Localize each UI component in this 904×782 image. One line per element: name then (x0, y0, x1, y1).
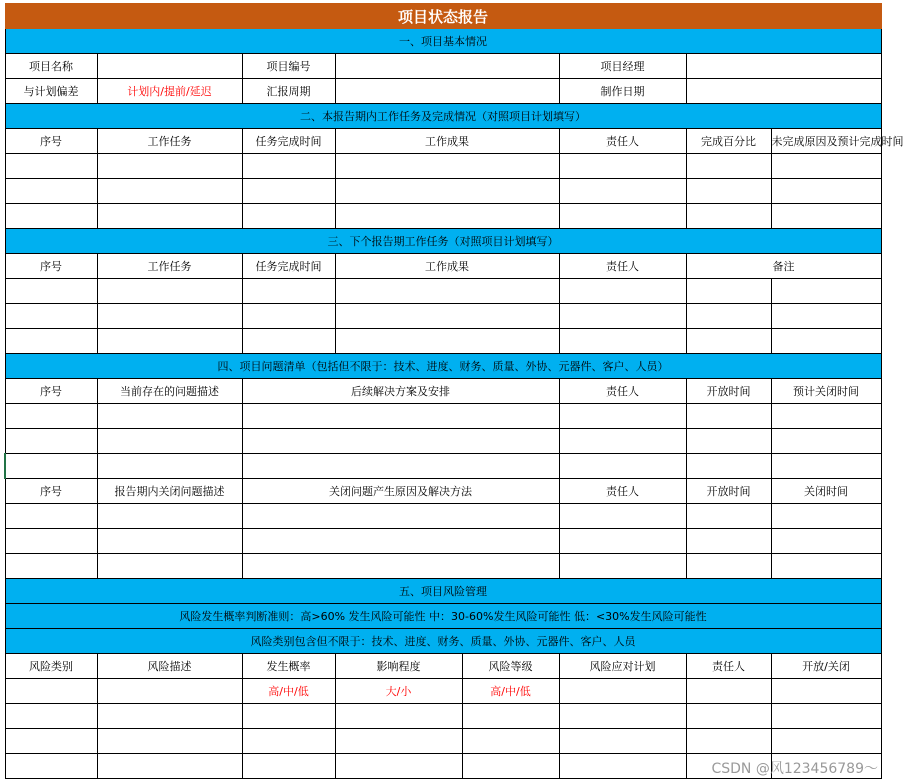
s4a-row (5, 454, 881, 479)
s4a-col-seq[interactable]: 序号 (5, 379, 97, 404)
section-3-header[interactable]: 三、下个报告期工作任务（对照项目计划填写） (5, 229, 881, 254)
cell[interactable] (771, 704, 881, 729)
cell[interactable] (242, 754, 335, 779)
s2-col-seq[interactable]: 序号 (5, 129, 97, 154)
cell[interactable] (5, 404, 97, 429)
s2-col-percent[interactable]: 完成百分比 (686, 129, 771, 154)
cell[interactable] (97, 154, 242, 179)
cell[interactable] (5, 554, 97, 579)
s4b-col-cause[interactable]: 关闭问题产生原因及解决方法 (242, 479, 559, 504)
cell[interactable] (771, 529, 881, 554)
project-manager-label[interactable]: 项目经理 (559, 54, 686, 79)
cell[interactable] (686, 304, 771, 329)
s4a-header-row (5, 379, 881, 404)
s4b-row (5, 554, 881, 579)
cell[interactable] (462, 704, 559, 729)
cell[interactable] (97, 504, 242, 529)
cell[interactable] (335, 329, 559, 354)
cell[interactable] (559, 454, 686, 479)
cell[interactable] (5, 704, 97, 729)
cell[interactable] (559, 304, 686, 329)
s2-col-finish-time[interactable]: 任务完成时间 (242, 129, 335, 154)
cell[interactable] (97, 754, 242, 779)
s3-col-task[interactable]: 工作任务 (97, 254, 242, 279)
cell[interactable] (686, 504, 771, 529)
cell[interactable] (686, 679, 771, 704)
cell[interactable] (686, 329, 771, 354)
s3-col-remark[interactable]: 备注 (686, 254, 881, 279)
cell[interactable] (771, 504, 881, 529)
s3-row (5, 279, 881, 304)
cell[interactable] (242, 429, 559, 454)
cell[interactable] (335, 729, 462, 754)
cell[interactable] (771, 279, 881, 304)
cell[interactable] (335, 754, 462, 779)
cell[interactable] (559, 704, 686, 729)
cell[interactable] (5, 754, 97, 779)
s5-col-description[interactable]: 风险描述 (97, 654, 242, 679)
cell[interactable] (97, 679, 242, 704)
risk-categories[interactable]: 风险类别包含但不限于：技术、进度、财务、质量、外协、元器件、客户、人员 (5, 629, 881, 654)
section-4-header[interactable]: 四、项目问题清单（包括但不限于：技术、进度、财务、质量、外协、元器件、客户、人员） (5, 354, 881, 379)
basic-row-2 (5, 79, 881, 104)
cell[interactable] (242, 404, 559, 429)
impact-hint[interactable]: 大/小 (335, 679, 462, 704)
s5-col-impact[interactable]: 影响程度 (335, 654, 462, 679)
cell[interactable] (771, 204, 881, 229)
s3-header-row (5, 254, 881, 279)
s2-col-reason[interactable]: 未完成原因及预计完成时间 (771, 129, 881, 154)
cell[interactable] (686, 204, 771, 229)
cell[interactable] (242, 729, 335, 754)
cell[interactable] (5, 504, 97, 529)
cell[interactable] (559, 279, 686, 304)
cell[interactable] (5, 329, 97, 354)
cell[interactable] (771, 179, 881, 204)
cell[interactable] (97, 429, 242, 454)
s4a-col-open-time[interactable]: 开放时间 (686, 379, 771, 404)
cell[interactable] (686, 404, 771, 429)
cell[interactable] (335, 179, 559, 204)
cell[interactable] (559, 204, 686, 229)
cell[interactable] (97, 729, 242, 754)
s5-col-category[interactable]: 风险类别 (5, 654, 97, 679)
cell[interactable] (242, 554, 559, 579)
cell[interactable] (5, 529, 97, 554)
cell[interactable] (686, 179, 771, 204)
cell[interactable] (5, 279, 97, 304)
cell[interactable] (97, 304, 242, 329)
cell[interactable] (242, 179, 335, 204)
s3-col-seq[interactable]: 序号 (5, 254, 97, 279)
cell[interactable] (771, 404, 881, 429)
s4a-col-close-eta[interactable]: 预计关闭时间 (771, 379, 881, 404)
s2-row (5, 204, 881, 229)
s4b-header-row (5, 479, 881, 504)
s4b-row (5, 529, 881, 554)
s2-col-owner[interactable]: 责任人 (559, 129, 686, 154)
s5-col-level[interactable]: 风险等级 (462, 654, 559, 679)
cell[interactable] (5, 204, 97, 229)
s4b-col-seq[interactable]: 序号 (5, 479, 97, 504)
cell[interactable] (242, 204, 335, 229)
s2-header-row (5, 129, 881, 154)
plan-deviation-label[interactable]: 与计划偏差 (5, 79, 97, 104)
section-2-header[interactable]: 二、本报告期内工作任务及完成情况（对照项目计划填写） (5, 104, 881, 129)
section-5-header[interactable]: 五、项目风险管理 (5, 579, 881, 604)
cell[interactable] (335, 704, 462, 729)
s4b-col-open-time[interactable]: 开放时间 (686, 479, 771, 504)
cell[interactable] (771, 729, 881, 754)
title-row (5, 4, 881, 29)
cell[interactable] (771, 154, 881, 179)
s3-row (5, 329, 881, 354)
made-date-cell[interactable] (686, 79, 881, 104)
s5-row (5, 704, 881, 729)
s3-row (5, 304, 881, 329)
cell[interactable] (686, 529, 771, 554)
cell[interactable] (559, 754, 686, 779)
section-1-header[interactable]: 一、项目基本情况 (5, 29, 881, 54)
cell[interactable] (335, 154, 559, 179)
cell[interactable] (5, 679, 97, 704)
report-period-cell[interactable] (335, 79, 559, 104)
cell[interactable] (686, 429, 771, 454)
project-no-label[interactable]: 项目编号 (242, 54, 335, 79)
cell[interactable] (97, 204, 242, 229)
cell[interactable] (242, 504, 559, 529)
s4b-row (5, 504, 881, 529)
cell[interactable] (686, 279, 771, 304)
cell[interactable] (771, 304, 881, 329)
cell[interactable] (242, 329, 335, 354)
s5-col-open-close[interactable]: 开放/关闭 (771, 654, 881, 679)
cell[interactable] (686, 454, 771, 479)
plan-deviation-value[interactable]: 计划内/提前/延迟 (97, 79, 242, 104)
cell[interactable] (771, 679, 881, 704)
project-name-cell[interactable] (97, 54, 242, 79)
s5-col-probability[interactable]: 发生概率 (242, 654, 335, 679)
cell[interactable] (559, 729, 686, 754)
cell[interactable] (559, 179, 686, 204)
s4a-row (5, 429, 881, 454)
cell[interactable] (559, 529, 686, 554)
cell[interactable] (559, 504, 686, 529)
cell[interactable] (559, 554, 686, 579)
cell[interactable] (559, 679, 686, 704)
project-no-cell[interactable] (335, 54, 559, 79)
cell[interactable] (686, 554, 771, 579)
s5-header-row (5, 654, 881, 679)
cell[interactable] (97, 704, 242, 729)
cell[interactable] (5, 454, 97, 479)
cell[interactable] (5, 429, 97, 454)
made-date-label[interactable]: 制作日期 (559, 79, 686, 104)
cell[interactable] (97, 404, 242, 429)
s5-col-plan[interactable]: 风险应对计划 (559, 654, 686, 679)
cell[interactable] (97, 279, 242, 304)
cell[interactable] (559, 404, 686, 429)
level-hint[interactable]: 高/中/低 (462, 679, 559, 704)
s5-row (5, 729, 881, 754)
cell[interactable] (242, 154, 335, 179)
report-sheet (4, 3, 904, 779)
cell[interactable] (97, 529, 242, 554)
probability-hint[interactable]: 高/中/低 (242, 679, 335, 704)
s3-col-owner[interactable]: 责任人 (559, 254, 686, 279)
cell[interactable] (97, 454, 242, 479)
cell[interactable] (5, 304, 97, 329)
project-name-label[interactable]: 项目名称 (5, 54, 97, 79)
s2-col-task[interactable]: 工作任务 (97, 129, 242, 154)
cell[interactable] (335, 304, 559, 329)
basic-row-1 (5, 54, 881, 79)
cell[interactable] (5, 154, 97, 179)
cell[interactable] (686, 729, 771, 754)
s2-row (5, 154, 881, 179)
cell[interactable] (462, 754, 559, 779)
s4a-row (5, 404, 881, 429)
cell[interactable] (771, 454, 881, 479)
cell[interactable] (559, 429, 686, 454)
cell[interactable] (335, 204, 559, 229)
cell[interactable] (5, 729, 97, 754)
s4b-col-close-time[interactable]: 关闭时间 (771, 479, 881, 504)
s4a-col-issue[interactable]: 当前存在的问题描述 (97, 379, 242, 404)
cell[interactable] (771, 554, 881, 579)
s2-row (5, 179, 881, 204)
s2-col-result[interactable]: 工作成果 (335, 129, 559, 154)
cell[interactable] (97, 329, 242, 354)
risk-criteria[interactable]: 风险发生概率判断准则：高>60% 发生风险可能性 中：30-60%发生风险可能性 低：<30%发生风险可能性 (5, 604, 881, 629)
s3-col-result[interactable]: 工作成果 (335, 254, 559, 279)
cell[interactable] (686, 704, 771, 729)
cell[interactable] (335, 279, 559, 304)
cell[interactable] (242, 304, 335, 329)
report-title[interactable]: 项目状态报告 (5, 4, 881, 29)
s5-col-owner[interactable]: 责任人 (686, 654, 771, 679)
watermark: CSDN @风123456789～ (711, 761, 878, 777)
s4a-col-solution[interactable]: 后续解决方案及安排 (242, 379, 559, 404)
s4b-col-owner[interactable]: 责任人 (559, 479, 686, 504)
project-manager-cell[interactable] (686, 54, 881, 79)
cell[interactable] (242, 529, 559, 554)
s5-row (5, 679, 881, 704)
status-report-table (4, 3, 904, 779)
cell[interactable] (771, 429, 881, 454)
cell[interactable] (771, 329, 881, 354)
s4a-col-owner[interactable]: 责任人 (559, 379, 686, 404)
report-period-label[interactable]: 汇报周期 (242, 79, 335, 104)
cell[interactable] (97, 554, 242, 579)
cell[interactable] (97, 179, 242, 204)
cell[interactable] (686, 154, 771, 179)
cell[interactable] (559, 154, 686, 179)
s3-col-finish-time[interactable]: 任务完成时间 (242, 254, 335, 279)
cell[interactable] (5, 179, 97, 204)
cell[interactable] (242, 704, 335, 729)
cell[interactable] (242, 279, 335, 304)
cell[interactable] (462, 729, 559, 754)
s4b-col-closed-issue[interactable]: 报告期内关闭问题描述 (97, 479, 242, 504)
cell[interactable] (242, 454, 559, 479)
cell[interactable] (559, 329, 686, 354)
